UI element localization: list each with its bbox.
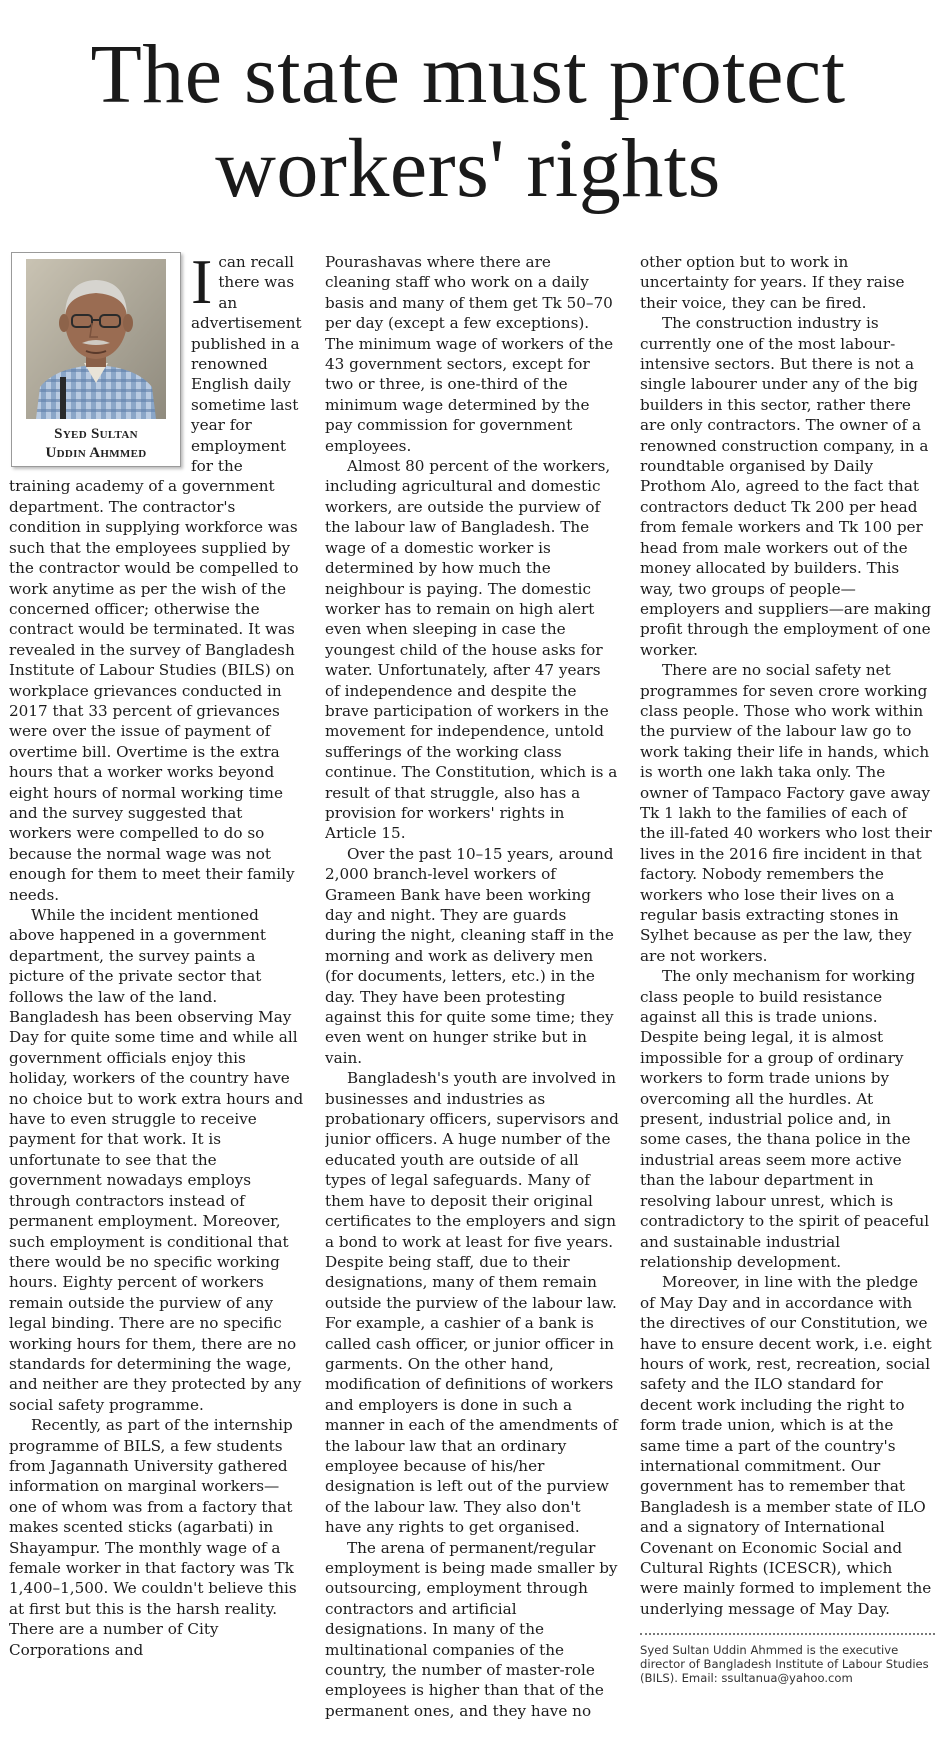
drop-cap: I	[191, 252, 213, 317]
paragraph: Bangladesh's youth are involved in businesses and industries as probationary officers, supervisors and junior officers. A huge number of the educated youth are outside of all types of legal safeguards. Many of them have to deposit their original certificates to the employers and sign a bond to work at least for five years. Despite being staff, due to their designations, many of them remain outside the purview of the labour law. For example, a cashier of a bank is called cash officer, or junior officer in garments. On the other hand, modification of definitions of workers and employers is done in such a manner in each of the amendments of the labour law that an ordinary employee because of his/her designation is left out of the purview of the labour law. They also don't have any rights to get organised.	[325, 1069, 619, 1537]
author-name-line-1: Syed Sultan	[54, 426, 138, 443]
paragraph: While the incident mentioned above happened in a government department, the survey paints a picture of the private sector that follows the law of the land. Bangladesh has been observing May Day for quite some time and while all government officials enjoy this holiday, workers of the country have no choice but to work extra hours and have to even struggle to receive payment for that work. It is unfortunate to see that the government nowadays employs through contractors instead of permanent employment. Moreover, such employment is conditional that there would be no specific working hours. Eighty percent of workers remain outside the purview of any legal binding. There are no specific working hours for them, there are no standards for determining the wage, and neither are they protected by any social safety programme.	[9, 906, 304, 1414]
paragraph: Almost 80 percent of the workers, including agricultural and domestic workers, are outside the purview of the labour law of Bangladesh. The wage of a domestic worker is determined by how much the neighbour is paying. The domestic worker has to remain on high alert even when sleeping in case the youngest child of the house asks for water. Unfortunately, after 47 years of independence and despite the brave participation of workers in the movement for independence, untold sufferings of the working class continue. The Constitution, which is a result of that struggle, also has a provision for workers' rights in Article 15.	[325, 457, 618, 843]
author-footnote: Syed Sultan Uddin Ahmmed is the executive director of Bangladesh Institute of Labour Studies (BILS). Email: ssultanua@yahoo.com	[640, 1633, 935, 1685]
paragraph: Recently, as part of the internship programme of BILS, a few students from Jagannath University gathered information on marginal workers—one of whom was from a factory that makes scented sticks (agarbati) in Shayampur. The monthly wage of a female worker in that factory was Tk 1,400–1,500. We couldn't believe this at first but this is the harsh reality. There are a number of City Corporations and	[9, 1416, 297, 1659]
column-3	[640, 252, 935, 1757]
article-body	[9, 252, 932, 1757]
paragraph: The construction industry is currently one of the most labour-intensive sectors. But there is not a single labourer under any of the big builders in this sector, rather there are only contractors. The owner of a renowned construction company, in a roundtable organised by Daily Prothom Alo, agreed to the fact that contractors deduct Tk 200 per head from female workers and Tk 100 per head from male workers out of the money allocated by builders. This way, two groups of people—employers and suppliers—are making profit through the employment of one worker.	[640, 314, 932, 659]
column-1	[9, 252, 305, 1757]
paragraph: Pourashavas where there are cleaning staff who work on a daily basis and many of them get Tk 50–70 per day (except a few exceptions). The minimum wage of workers of the 43 government sectors, except for two or three, is one-third of the minimum wage determined by the pay commission for government employees.	[325, 253, 614, 455]
author-photo	[26, 259, 166, 419]
paragraph: Over the past 10–15 years, around 2,000 branch-level workers of Grameen Bank have been working day and night. They are guards during the night, cleaning staff in the morning and work as delivery men (for documents, letters, etc.) in the day. They have been protesting against this for quite some time; they even went on hunger strike but in vain.	[325, 844, 614, 1067]
headline: The state must protect workers' rights	[90, 28, 846, 215]
paragraph: There are no social safety net programmes for seven crore working class people. Those who work within the purview of the labour law go to work taking their life in hands, which is worth one lakh taka only. The owner of Tampaco Factory gave away Tk 1 lakh to the families of each of the ill-fated 40 workers who lost their lives in the 2016 fire incident in that factory. Nobody remembers the workers who lose their lives on a regular basis extracting stones in Sylhet because as per the law, they are not workers.	[640, 661, 932, 965]
paragraph: The arena of permanent/regular employment is being made smaller by outsourcing, employment through contractors and artificial designations. In many of the multinational companies of the country, the number of master-role employees is higher than that of the permanent ones, and they have no	[325, 1538, 618, 1720]
column-2	[325, 252, 619, 1757]
paragraph: other option but to work in uncertainty for years. If they raise their voice, they can be fired.	[640, 253, 905, 312]
paragraph: Moreover, in line with the pledge of May Day and in accordance with the directives of our Constitution, we have to ensure decent work, i.e. eight hours of work, rest, recreation, social safety and the ILO standard for decent work including the right to form trade union, which is at the same time a part of the country's international commitment. Our government has to remember that Bangladesh is a member state of ILO and a signatory of International Covenant on Economic Social and Cultural Rights (ICESCR), which were mainly formed to implement the underlying message of May Day.	[640, 1273, 932, 1618]
author-byline-box	[11, 252, 181, 467]
paragraph: can recall there was an advertisement published in a renowned English daily sometime last year for employment for the training academy of a government department. The contractor's condition in supplying workforce was such that the employees supplied by the contractor would be compelled to work anytime as per the wish of the concerned officer; otherwise the contract would be terminated. It was revealed in the survey of Bangladesh Institute of Labour Studies (BILS) on workplace grievances conducted in 2017 that 33 percent of grievances were over the issue of payment of overtime bill. Overtime is the extra hours that a worker works beyond eight hours of normal working time and the survey suggested that workers were compelled to do so because the normal wage was not enough for them to meet their family needs.	[9, 253, 302, 904]
author-name-line-2: Uddin Ahmmed	[45, 445, 147, 462]
paragraph: The only mechanism for working class people to build resistance against all this is trade unions. Despite being legal, it is almost impossible for a group of ordinary workers to form trade unions by overcoming all the hurdles. At present, industrial police and, in some cases, the thana police in the industrial areas seem more active than the labour department in resolving labour unrest, which is contradictory to the spirit of peaceful and sustainable industrial relationship development.	[640, 967, 930, 1271]
